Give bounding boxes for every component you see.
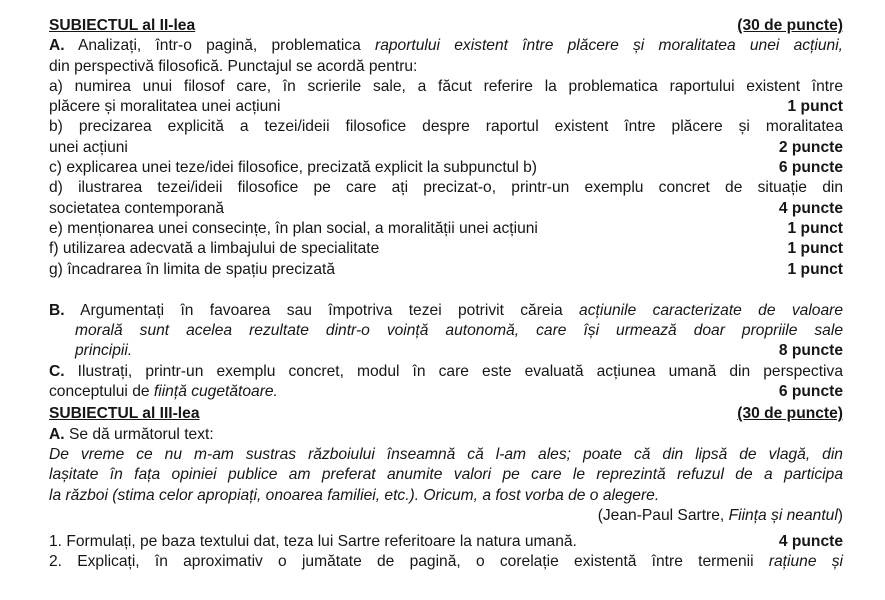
subject-3-a-intro-text: Se dă următorul text: (68, 425, 214, 443)
item-b-line-1: b) precizarea explicită a tezei/ideii filosofice despre raportul existent între plăcere și moralitatea (49, 118, 843, 136)
question-1-text: 1. Formulați, pe baza textului dat, teza lui Sartre referitoare la natura umană. (49, 533, 577, 551)
item-f-points: 1 punct (787, 240, 843, 258)
subject-2-a-intro-1: Analizați, într-o pagină, problematica (77, 37, 361, 55)
quote-line-2: lașitate în fața opiniei publice am preferat anumite valori pe care le reprezintă refuzul de a participa (49, 466, 843, 484)
subject-3-title: SUBIECTUL al III-lea (49, 405, 200, 423)
item-f-text: f) utilizarea adecvată a limbajului de specialitate (49, 240, 380, 258)
exam-page (49, 16, 843, 573)
subject-2-b-line-3 (49, 341, 843, 361)
item-g-points: 1 punct (787, 260, 843, 278)
item-g (49, 260, 843, 280)
item-b-line-2 (49, 138, 843, 158)
question-1 (49, 532, 843, 552)
item-a-points: 1 punct (787, 98, 843, 116)
subject-2-a-letter: A. (49, 37, 65, 55)
item-e (49, 219, 843, 239)
item-d-line-1: d) ilustrarea tezei/ideii filosofice pe care ați precizat-o, printr-un exemplu concret de situație din (49, 179, 843, 197)
subject-2-b-text: Argumentați în favoarea sau împotriva tezei potrivit căreia (80, 301, 563, 319)
subject-2-c-text-2 (49, 382, 278, 402)
citation-title: Ființa și neantul (728, 506, 838, 524)
subject-2-c-letter: C. (49, 362, 65, 380)
subject-2-c-normal: conceptului de (49, 383, 150, 401)
item-e-points: 1 punct (787, 219, 843, 237)
item-c (49, 158, 843, 178)
subject-2-c-italic: ființă cugetătoare. (153, 383, 278, 401)
citation-close: ) (837, 506, 843, 524)
item-a-text: plăcere și moralitatea unei acțiuni (49, 98, 281, 116)
spacer (49, 280, 843, 301)
subject-2-title: SUBIECTUL al II-lea (49, 17, 196, 34)
quote-line-3: la război (stima celor apropiați, onoarea familiei, etc.). Oricum, a fost vorba de o alegere. (49, 486, 660, 504)
item-d-text: societatea contemporană (49, 199, 225, 217)
question-2-italic: rațiune și (768, 553, 843, 571)
subject-2-c-text: Ilustrați, printr-un exemplu concret, modul în care este evaluată acțiunea umană din perspectiva (77, 362, 843, 380)
quote-line-1: De vreme ce nu m-am sustras războiului înseamnă că l-am ales; poate că din lipsă de vlagă, din (49, 445, 843, 463)
item-e-text: e) menționarea unei consecințe, în plan social, a moralității unei acțiuni (49, 219, 538, 237)
item-d-points: 4 puncte (778, 199, 843, 217)
citation-open: (Jean-Paul Sartre, (597, 506, 725, 524)
quote-citation (49, 506, 843, 526)
subject-2-b-points: 8 puncte (778, 342, 843, 360)
subject-2-b-line-1 (49, 301, 843, 321)
item-d-line-2 (49, 199, 843, 219)
subject-3-points: (30 de puncte) (737, 405, 843, 423)
question-2-text: 2. Explicați, în aproximativ o jumătate de pagină, o corelație existentă între termenii (49, 553, 754, 571)
subject-2-points: (30 de puncte) (737, 17, 843, 34)
item-c-points: 6 puncte (778, 159, 843, 177)
item-c-text: c) explicarea unei teze/idei filosofice, precizată explicit la subpunctul b) (49, 159, 537, 177)
subject-2-c-line-2 (49, 382, 843, 402)
question-2 (49, 552, 843, 572)
subject-2-b-italic-3: principii. (75, 342, 133, 360)
item-b-text: unei acțiuni (49, 138, 128, 156)
subject-2-a-intro-line-1 (49, 36, 843, 56)
subject-3-a-letter: A. (49, 425, 65, 443)
subject-2-a-intro-1-italic: raportului existent între plăcere și moralitatea unei acțiuni, (375, 37, 843, 55)
item-a-line-1: a) numirea unui filosof care, în scrierile sale, a făcut referire la problematica raportului existent între (49, 77, 843, 95)
item-a-line-2 (49, 97, 843, 117)
subject-2-b-letter: B. (49, 301, 65, 319)
item-g-text: g) încadrarea în limita de spațiu precizată (49, 260, 336, 278)
subject-2-a-intro-line-2: din perspectivă filosofică. Punctajul se acordă pentru: (49, 57, 418, 75)
subject-2-b-line-2: morală sunt acelea rezultate dintr-o voință autonomă, care își urmează doar propriile sale (75, 322, 843, 340)
question-1-points: 4 puncte (778, 533, 843, 551)
subject-3-a-intro (49, 425, 843, 445)
item-b-points: 2 puncte (778, 138, 843, 156)
item-f (49, 239, 843, 259)
subject-2-b-italic-1: acțiunile caracterizate de valoare (579, 301, 843, 319)
subject-3-header (49, 404, 843, 424)
subject-2-c-line-1 (49, 362, 843, 382)
subject-2-header (49, 16, 843, 36)
subject-2-c-points: 6 puncte (778, 383, 843, 401)
